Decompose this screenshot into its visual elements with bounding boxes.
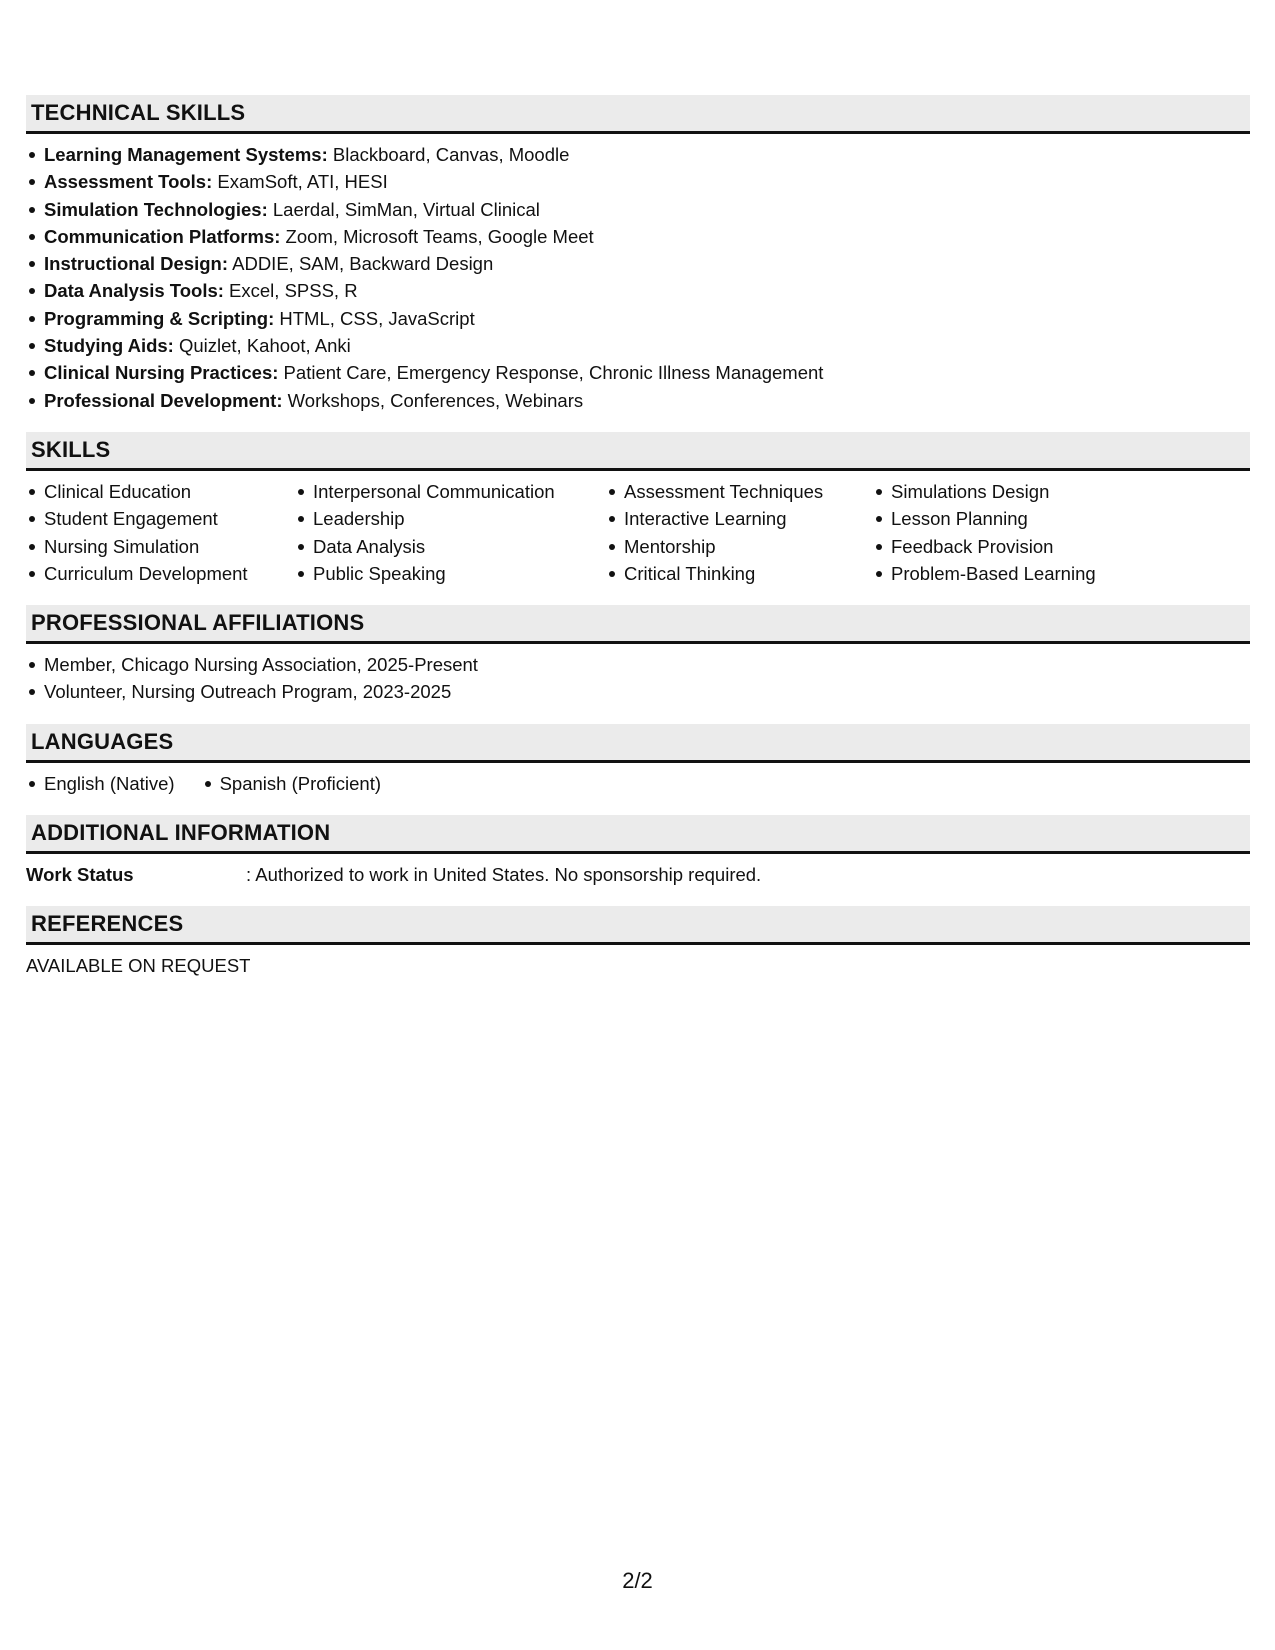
work-status-value: : Authorized to work in United States. No sponsorship required. xyxy=(246,863,762,885)
list-item: Interpersonal Communication xyxy=(313,478,606,505)
list-item: Spanish (Proficient) xyxy=(220,770,381,797)
skill-category: Studying Aids: xyxy=(44,335,174,357)
list-item: Volunteer, Nursing Outreach Program, 2023-2025 xyxy=(44,678,1250,705)
technical-skills-section xyxy=(26,95,1250,414)
list-item: Curriculum Development xyxy=(44,560,295,587)
list-item xyxy=(44,387,1250,414)
work-status-label: Work Status xyxy=(26,863,134,885)
list-item: Clinical Education xyxy=(44,478,295,505)
list-item xyxy=(44,141,1250,168)
list-item: English (Native) xyxy=(44,770,175,797)
list-item xyxy=(44,359,1250,386)
list-item: Problem-Based Learning xyxy=(891,560,1151,587)
list-item xyxy=(44,223,1250,250)
list-item: Nursing Simulation xyxy=(44,533,295,560)
list-item: Simulations Design xyxy=(891,478,1151,505)
list-item: Interactive Learning xyxy=(624,505,873,532)
section-header xyxy=(26,724,1250,763)
skill-values: Laerdal, SimMan, Virtual Clinical xyxy=(267,198,540,220)
list-item: Critical Thinking xyxy=(624,560,873,587)
skill-category: Data Analysis Tools: xyxy=(44,280,224,302)
page-number: 2/2 xyxy=(622,1568,653,1593)
section-header xyxy=(26,605,1250,644)
skill-values: ExamSoft, ATI, HESI xyxy=(212,171,388,193)
skills-column xyxy=(873,478,1151,587)
languages-title: LANGUAGES xyxy=(31,728,174,754)
skill-category: Instructional Design: xyxy=(44,253,228,275)
list-item xyxy=(44,250,1250,277)
languages-section xyxy=(26,724,1250,797)
technical-skills-list xyxy=(26,141,1250,414)
references-section xyxy=(26,906,1250,979)
list-item xyxy=(44,196,1250,223)
additional-information-title: ADDITIONAL INFORMATION xyxy=(31,819,331,845)
list-item: Mentorship xyxy=(624,533,873,560)
list-item: Feedback Provision xyxy=(891,533,1151,560)
section-header xyxy=(26,815,1250,854)
affiliations-list xyxy=(26,651,1250,706)
list-item xyxy=(44,277,1250,304)
affiliations-section xyxy=(26,605,1250,706)
list-item: Lesson Planning xyxy=(891,505,1151,532)
skill-category: Professional Development: xyxy=(44,389,283,411)
list-item xyxy=(44,332,1250,359)
list-item: Leadership xyxy=(313,505,606,532)
skill-values: ADDIE, SAM, Backward Design xyxy=(228,253,494,275)
references-title: REFERENCES xyxy=(31,910,184,936)
list-item: Member, Chicago Nursing Association, 2025-Present xyxy=(44,651,1250,678)
skills-column xyxy=(26,478,295,587)
section-header xyxy=(26,906,1250,945)
skill-category: Assessment Tools: xyxy=(44,171,213,193)
skill-values: HTML, CSS, JavaScript xyxy=(274,307,475,329)
skill-values: Patient Care, Emergency Response, Chronic Illness Management xyxy=(278,362,824,384)
skill-category: Learning Management Systems: xyxy=(44,144,328,165)
skill-values: Excel, SPSS, R xyxy=(223,280,358,302)
skill-values: Blackboard, Canvas, Moodle xyxy=(327,144,570,165)
skill-values: Zoom, Microsoft Teams, Google Meet xyxy=(280,225,594,247)
resume-page-2 xyxy=(26,95,1250,997)
skills-column xyxy=(606,478,873,587)
skill-values: Quizlet, Kahoot, Anki xyxy=(173,335,351,357)
list-item: Student Engagement xyxy=(44,505,295,532)
list-item: Data Analysis xyxy=(313,533,606,560)
additional-information-section xyxy=(26,815,1250,888)
section-header xyxy=(26,432,1250,471)
skill-category: Simulation Technologies: xyxy=(44,198,268,220)
affiliations-title: PROFESSIONAL AFFILIATIONS xyxy=(31,610,365,636)
skill-category: Programming & Scripting: xyxy=(44,307,275,329)
section-header xyxy=(26,95,1250,134)
work-status-row xyxy=(26,861,1250,888)
list-item xyxy=(44,305,1250,332)
skills-title: SKILLS xyxy=(31,436,111,462)
list-item: Assessment Techniques xyxy=(624,478,873,505)
skills-grid xyxy=(26,478,1250,587)
skill-category: Clinical Nursing Practices: xyxy=(44,362,279,384)
skills-column xyxy=(295,478,606,587)
references-text: AVAILABLE ON REQUEST xyxy=(26,954,251,976)
skill-category: Communication Platforms: xyxy=(44,225,281,247)
skills-section xyxy=(26,432,1250,587)
list-item: Public Speaking xyxy=(313,560,606,587)
skill-values: Workshops, Conferences, Webinars xyxy=(282,389,584,411)
list-item xyxy=(44,168,1250,195)
languages-list xyxy=(26,770,1250,797)
technical-skills-title: TECHNICAL SKILLS xyxy=(31,100,246,125)
